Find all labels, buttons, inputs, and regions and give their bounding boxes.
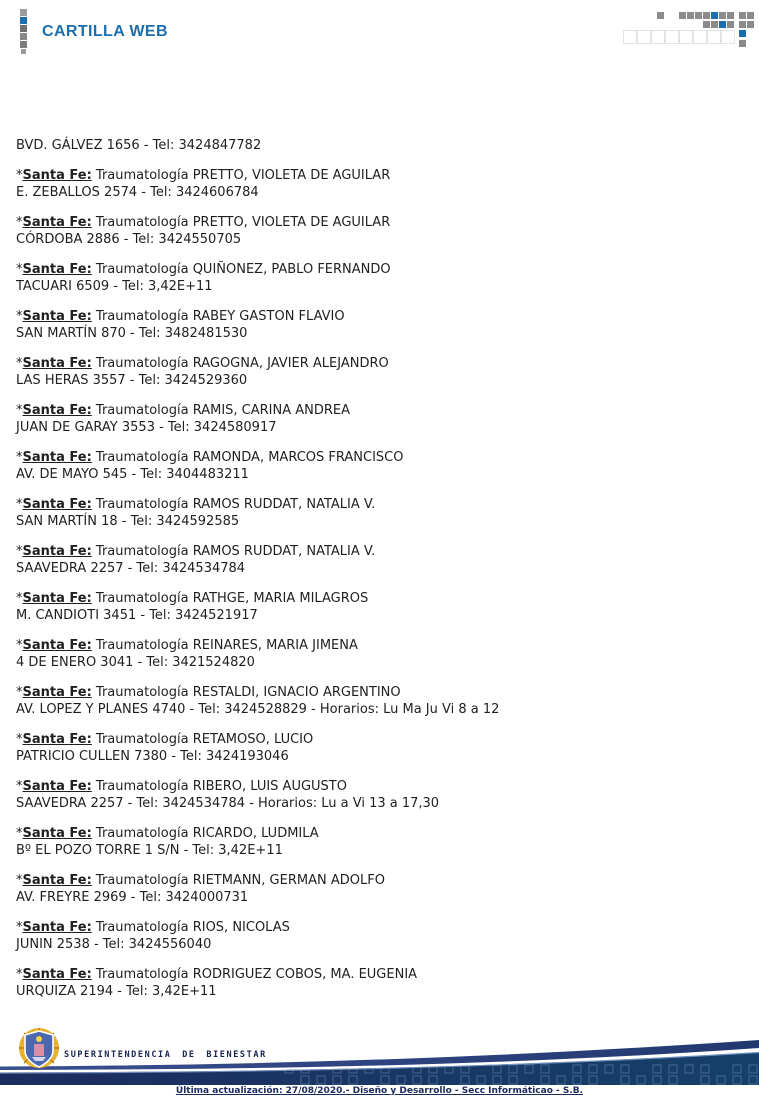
entry-address-line: Bº EL POZO TORRE 1 S/N - Tel: 3,42E+11 bbox=[16, 843, 283, 858]
entry-specialty-name: Traumatología RESTALDI, IGNACIO ARGENTINO bbox=[91, 685, 401, 700]
entry-region-label: Santa Fe: bbox=[22, 497, 92, 512]
entry-specialty-name: Traumatología RABEY GASTON FLAVIO bbox=[91, 309, 345, 324]
entry-address-line: E. ZEBALLOS 2574 - Tel: 3424606784 bbox=[16, 185, 259, 200]
entry-heading bbox=[16, 638, 358, 653]
entry-specialty-name: Traumatología RETAMOSO, LUCIO bbox=[91, 732, 314, 747]
header bbox=[0, 0, 759, 62]
provider-entry bbox=[16, 590, 736, 624]
entry-star: * bbox=[16, 685, 23, 700]
provider-entry bbox=[16, 778, 736, 812]
entry-specialty-name: Traumatología RODRIGUEZ COBOS, MA. EUGENIA bbox=[91, 967, 418, 982]
entry-heading bbox=[16, 356, 389, 371]
provider-directory bbox=[16, 137, 736, 1013]
entry-specialty-name: Traumatología PRETTO, VIOLETA DE AGUILAR bbox=[91, 168, 391, 183]
provider-entry bbox=[16, 684, 736, 718]
entry-heading bbox=[16, 779, 347, 794]
entry-address-line: SAN MARTÍN 870 - Tel: 3482481530 bbox=[16, 326, 248, 341]
entry-address-line: AV. DE MAYO 545 - Tel: 3404483211 bbox=[16, 467, 249, 482]
entry-region-label: Santa Fe: bbox=[22, 544, 92, 559]
entry-heading bbox=[16, 450, 403, 465]
entry-star: * bbox=[16, 544, 23, 559]
entry-region-label: Santa Fe: bbox=[22, 826, 92, 841]
footer-update-note: Última actualización: 27/08/2020.- Diseño y Desarrollo - Secc Informáticao - S.B. bbox=[175, 1086, 584, 1096]
entry-region-label: Santa Fe: bbox=[22, 685, 92, 700]
entry-specialty-name: Traumatología PRETTO, VIOLETA DE AGUILAR bbox=[91, 215, 391, 230]
entry-star: * bbox=[16, 638, 23, 653]
provider-entry bbox=[16, 543, 736, 577]
footer bbox=[0, 1025, 759, 1101]
provider-entry bbox=[16, 731, 736, 765]
provider-entry bbox=[16, 966, 736, 1000]
entry-star: * bbox=[16, 403, 23, 418]
entry-region-label: Santa Fe: bbox=[22, 262, 92, 277]
entry-specialty-name: Traumatología RATHGE, MARIA MILAGROS bbox=[91, 591, 369, 606]
entry-address-line: SAAVEDRA 2257 - Tel: 3424534784 bbox=[16, 561, 246, 576]
entry-specialty-name: Traumatología QUIÑONEZ, PABLO FERNANDO bbox=[91, 262, 391, 277]
entry-address-line: LAS HERAS 3557 - Tel: 3424529360 bbox=[16, 373, 248, 388]
entry-region-label: Santa Fe: bbox=[22, 309, 92, 324]
entry-specialty-name: Traumatología RAMONDA, MARCOS FRANCISCO bbox=[91, 450, 404, 465]
provider-entry bbox=[16, 496, 736, 530]
entry-star: * bbox=[16, 262, 23, 277]
entry-region-label: Santa Fe: bbox=[22, 215, 92, 230]
entry-star: * bbox=[16, 215, 23, 230]
provider-entry bbox=[16, 167, 736, 201]
entry-continuation-line: BVD. GÁLVEZ 1656 - Tel: 3424847782 bbox=[16, 138, 262, 153]
provider-entry bbox=[16, 637, 736, 671]
entry-star: * bbox=[16, 826, 23, 841]
entry-heading bbox=[16, 967, 417, 982]
provider-entry bbox=[16, 449, 736, 483]
entry-specialty-name: Traumatología RAMOS RUDDAT, NATALIA V. bbox=[91, 544, 376, 559]
logo-squares-icon bbox=[20, 9, 28, 55]
entry-address-line: CÓRDOBA 2886 - Tel: 3424550705 bbox=[16, 232, 242, 247]
entry-region-label: Santa Fe: bbox=[22, 450, 92, 465]
entry-star: * bbox=[16, 450, 23, 465]
mosaic-decoration-icon bbox=[623, 10, 757, 54]
entry-heading bbox=[16, 873, 385, 888]
entry-address-line: SAAVEDRA 2257 - Tel: 3424534784 - Horarios: Lu a Vi 13 a 17,30 bbox=[16, 796, 440, 811]
entry-address-line: 4 DE ENERO 3041 - Tel: 3421524820 bbox=[16, 655, 255, 670]
entry-region-label: Santa Fe: bbox=[22, 873, 92, 888]
entries-list bbox=[16, 167, 736, 1000]
footer-brand bbox=[18, 1027, 267, 1071]
entry-star: * bbox=[16, 967, 23, 982]
entry-region-label: Santa Fe: bbox=[22, 779, 92, 794]
entry-star: * bbox=[16, 873, 23, 888]
entry-star: * bbox=[16, 356, 23, 371]
entry-heading bbox=[16, 403, 350, 418]
entry-address-line: M. CANDIOTI 3451 - Tel: 3424521917 bbox=[16, 608, 258, 623]
entry-star: * bbox=[16, 168, 23, 183]
entry-specialty-name: Traumatología RIOS, NICOLAS bbox=[91, 920, 290, 935]
entry-address-line: JUNIN 2538 - Tel: 3424556040 bbox=[16, 937, 212, 952]
entry-address-line: SAN MARTÍN 18 - Tel: 3424592585 bbox=[16, 514, 240, 529]
entry-star: * bbox=[16, 920, 23, 935]
provider-entry bbox=[16, 308, 736, 342]
entry-heading bbox=[16, 685, 401, 700]
entry-region-label: Santa Fe: bbox=[22, 967, 92, 982]
entry-star: * bbox=[16, 732, 23, 747]
entry-heading bbox=[16, 168, 390, 183]
entry-address-line: PATRICIO CULLEN 7380 - Tel: 3424193046 bbox=[16, 749, 289, 764]
entry-heading bbox=[16, 920, 290, 935]
entry-region-label: Santa Fe: bbox=[22, 591, 92, 606]
entry-star: * bbox=[16, 497, 23, 512]
entry-specialty-name: Traumatología RAMOS RUDDAT, NATALIA V. bbox=[91, 497, 376, 512]
entry-heading bbox=[16, 591, 368, 606]
entry-star: * bbox=[16, 309, 23, 324]
provider-entry bbox=[16, 919, 736, 953]
entry-specialty-name: Traumatología RIBERO, LUIS AUGUSTO bbox=[91, 779, 347, 794]
entry-region-label: Santa Fe: bbox=[22, 168, 92, 183]
entry-heading bbox=[16, 826, 319, 841]
entry-address-line: URQUIZA 2194 - Tel: 3,42E+11 bbox=[16, 984, 217, 999]
entry-region-label: Santa Fe: bbox=[22, 920, 92, 935]
entry-specialty-name: Traumatología RICARDO, LUDMILA bbox=[91, 826, 319, 841]
footer-org-name: SUPERINTENDENCIA DE BIENESTAR bbox=[64, 1050, 267, 1060]
page-title: CARTILLA WEB bbox=[42, 23, 168, 40]
provider-entry bbox=[16, 214, 736, 248]
provider-entry bbox=[16, 402, 736, 436]
entry-heading bbox=[16, 215, 390, 230]
entry-region-label: Santa Fe: bbox=[22, 403, 92, 418]
entry-region-label: Santa Fe: bbox=[22, 638, 92, 653]
provider-entry bbox=[16, 261, 736, 295]
entry-heading bbox=[16, 497, 375, 512]
entry-address-line: AV. LOPEZ Y PLANES 4740 - Tel: 3424528829 - Horarios: Lu Ma Ju Vi 8 a 12 bbox=[16, 702, 500, 717]
provider-entry bbox=[16, 355, 736, 389]
entry-specialty-name: Traumatología REINARES, MARIA JIMENA bbox=[91, 638, 358, 653]
entry-address-line: TACUARI 6509 - Tel: 3,42E+11 bbox=[16, 279, 213, 294]
provider-entry bbox=[16, 872, 736, 906]
entry-address-line: AV. FREYRE 2969 - Tel: 3424000731 bbox=[16, 890, 249, 905]
entry-heading bbox=[16, 732, 313, 747]
entry-specialty-name: Traumatología RAGOGNA, JAVIER ALEJANDRO bbox=[91, 356, 389, 371]
entry-specialty-name: Traumatología RAMIS, CARINA ANDREA bbox=[91, 403, 351, 418]
entry-region-label: Santa Fe: bbox=[22, 732, 92, 747]
entry-star: * bbox=[16, 591, 23, 606]
entry-specialty-name: Traumatología RIETMANN, GERMAN ADOLFO bbox=[91, 873, 385, 888]
entry-star: * bbox=[16, 779, 23, 794]
entry-heading bbox=[16, 309, 345, 324]
site-logo bbox=[20, 9, 168, 55]
entry-heading bbox=[16, 544, 375, 559]
entry-heading bbox=[16, 262, 391, 277]
superintendencia-emblem-icon bbox=[18, 1027, 60, 1071]
entry-region-label: Santa Fe: bbox=[22, 356, 92, 371]
provider-entry bbox=[16, 825, 736, 859]
entry-address-line: JUAN DE GARAY 3553 - Tel: 3424580917 bbox=[16, 420, 277, 435]
